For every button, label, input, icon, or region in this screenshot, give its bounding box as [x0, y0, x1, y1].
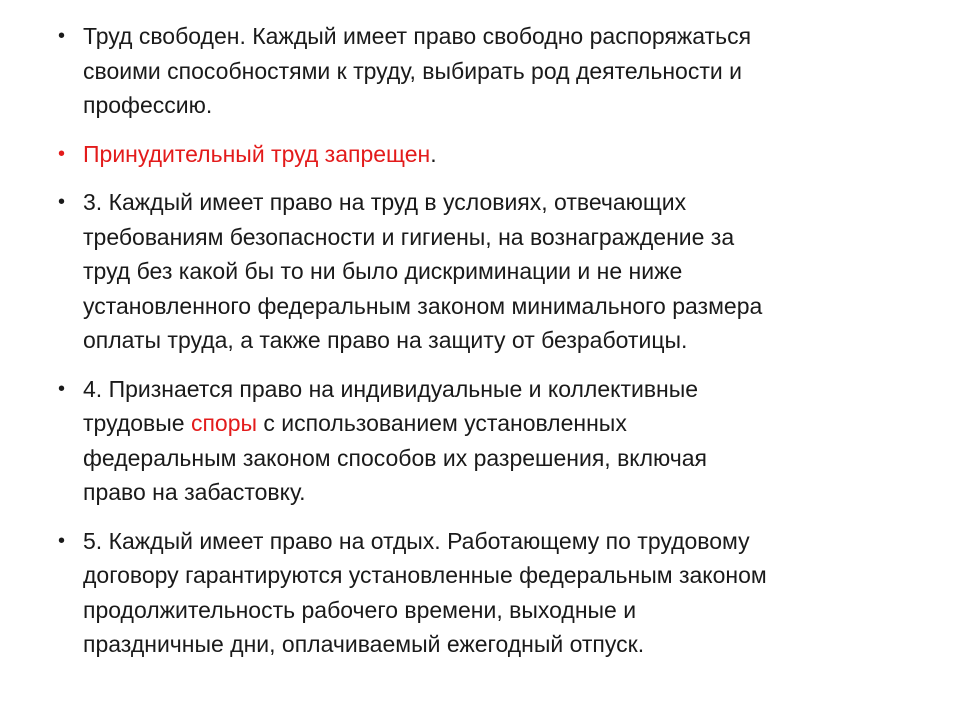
bullet-text-fragment: с использованием установленных — [257, 410, 627, 436]
highlighted-text: споры — [190, 410, 258, 436]
bullet-item-right-to-rest — [58, 524, 918, 662]
bullet-dot-icon: • — [58, 529, 66, 552]
bullet-text-line: Труд свободен. Каждый имеет право свободно распоряжаться — [83, 23, 752, 49]
bullet-dot-icon: • — [58, 191, 66, 213]
bullet-text-line: 4. Признается право на индивидуальные и коллективные — [83, 375, 699, 402]
bullet-list — [58, 19, 918, 676]
bullet-text-line: договору гарантируются установленные федеральным законом — [83, 562, 767, 588]
bullet-text-fragment: трудовые — [83, 410, 191, 436]
bullet-text-line: право на забастовку. — [83, 479, 306, 505]
bullet-text-line: профессию. — [83, 92, 213, 118]
bullet-text-line: федеральным законом способов их разрешения, включая — [83, 444, 708, 471]
bullet-text-line: требованиям безопасности и гигиены, на вознаграждение за — [83, 223, 735, 250]
bullet-text-line — [83, 137, 918, 172]
bullet-text-line: своими способностями к труду, выбирать род деятельности и — [83, 57, 742, 84]
bullet-dot-icon: • — [58, 377, 66, 400]
bullet-item-labor-disputes — [58, 372, 918, 510]
bullet-item-forced-labor — [58, 137, 918, 172]
bullet-text-line: оплаты труда, а также право на защиту от безработицы. — [83, 327, 688, 353]
highlighted-text: Принудительный труд запрещен — [83, 140, 431, 167]
bullet-text-line — [83, 406, 918, 441]
bullet-text-line: установленного федеральным законом минимального размера — [83, 292, 763, 319]
bullet-text-line: продолжительность рабочего времени, выходные и — [83, 596, 637, 623]
bullet-dot-icon: • — [58, 25, 66, 47]
bullet-text-line: праздничные дни, оплачиваемый ежегодный отпуск. — [83, 631, 645, 657]
bullet-text-fragment: . — [430, 140, 437, 167]
bullet-item-working-conditions — [58, 185, 918, 358]
bullet-dot-icon: • — [58, 142, 66, 165]
bullet-text-line: труд без какой бы то ни было дискриминации и не ниже — [83, 258, 683, 284]
bullet-text-line: 5. Каждый имеет право на отдых. Работающему по трудовому — [83, 527, 750, 554]
bullet-text-line: 3. Каждый имеет право на труд в условиях, отвечающих — [83, 189, 687, 215]
bullet-item-labor-free — [58, 19, 918, 123]
